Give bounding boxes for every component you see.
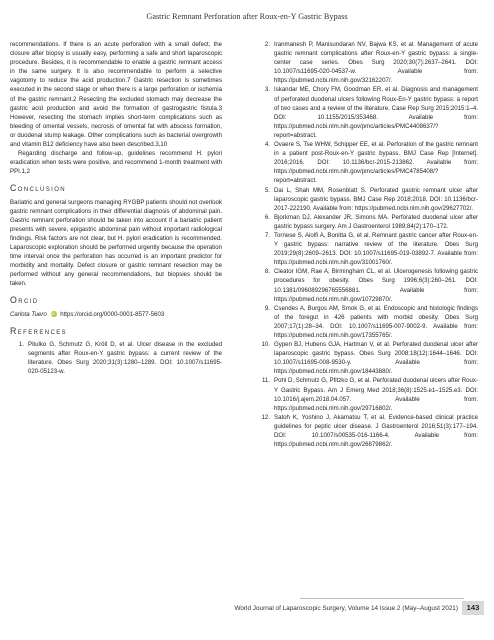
reference-text: Gypen BJ, Hubens GJA, Hartman V, et al. Perforated duodenal ulcer after laparoscopic gastric bypass. Obes Surg 2008;18(12):1644–1646. DOI: 10.1007/s11695-008-9530-y. Available from: https://pubmed.ncbi.nlm.nih.gov/18443880/. (274, 341, 478, 376)
reference-item (256, 376, 478, 412)
references-heading: References (10, 325, 68, 336)
right-column (256, 40, 478, 449)
reference-text: Csendes A, Burgos AM, Smok G, et al. Endoscopic and histologic findings of the foregut in 426 patients with morbid obesity. Obes Surg 2007;17(1):28–34. DOI: 10.1007/s11695-007-9002-9. Available from: https://pubmed.ncbi.nlm.nih.gov/17355765/. (274, 304, 478, 339)
reference-text: Dai L, Shah MM, Rosenblatt S. Perforated gastric remnant ulcer after laparoscopic gastric bypass. BMJ Case Rep 2018;2018. DOI: 10.1136/bcr-2017-222190. Available from: https://pubmed.ncbi.nlm.nih.gov/29627702/. (274, 186, 478, 212)
reference-text: Tornese S, Aiolfi A, Bonitta G, et al. Remnant gastric cancer after Roux-en-Y gastric bypass: narrative review of the literature. Obes Surg 2019;29(8):2609–2613. DOI: 10.1007/s11695-019-03892-7. Available from: https://pubmed.ncbi.nlm.nih.gov/31001760/. (274, 231, 478, 267)
reference-item (256, 186, 478, 213)
reference-number: 9. (264, 304, 270, 312)
reference-item (256, 85, 478, 140)
reference-item (256, 213, 478, 231)
reference-text: Cleator IGM, Rae A, Birmingham CL, et al. Ulcerogenesis following gastric procedures for obesity. Obes Surg 1996;6(3):260–261. DOI: 10.1381/096089296765556881. Available from: https://pubmed.ncbi.nlm.nih.gov/10729870/. (274, 268, 478, 303)
footer-journal-citation: World Journal of Laparoscopic Surgery, Volume 14 Issue 2 (May–August 2021) (234, 605, 458, 612)
reference-item (10, 340, 222, 376)
orcid-icon: iD (51, 310, 56, 316)
reference-text: Pitulko G, Schmutz G, Kröll D, et al. Ulcer disease in the excluded segments after Roux-en-Y gastric bypass: a current review of the literature. Obes Surg 2020;31(3):1280–1289. DOI: 10.1007/s11695-020-05123-w. (28, 340, 222, 375)
reference-number: 4. (264, 141, 270, 149)
footer-divider (300, 598, 464, 599)
reference-text: Iranmanesh P, Manisundaran NV, Bajwa KS, et al. Management of acute gastric remnant complications after Roux-en-Y gastric bypass: a single-center case series. Obes Surg 2020;30(7):2637–2641. DOI: 10.1007/s11695-020-04537-w. Available from: https://pubmed.ncbi.nlm.nih.gov/32162207/. (274, 41, 478, 85)
reference-number: 10. (261, 341, 270, 349)
reference-item (256, 304, 478, 340)
reference-number: 7. (264, 231, 270, 239)
orcid-entry (10, 310, 222, 319)
body-paragraph: recommendations. If there is an acute perforation with a small defect, the closure after biopsy is usually easy, performing a safe and short laparoscopic procedure. Besides, it is recommendable to enable a gastric remnant access in the same surgery. It is also recommendable to perform a selective vagotomy to reduce the acid production.7 Gastric resection is sometimes executed in the second stage or when there is a large perforation or ischemia of the gastric remnant.2 Resecting the excluded stomach may decrease the gastric acid production and avoid the formation of gastrogastric fistula.3 However, resecting the stomach implies short-term complications such as bleeding of omental vessels, necrosis of omental fat with abscess formation, or duodenal stump leakage. Other complications such as bacterial overgrowth and vitamin B12 deficiency have also been described.3,10 (10, 41, 222, 149)
reference-item (256, 413, 478, 449)
left-column (10, 40, 222, 376)
reference-item (256, 140, 478, 185)
orcid-heading: Orcid (10, 295, 39, 306)
body-paragraph: Regarding discharge and follow-up, guidelines recommend H. pylori eradication when tests were positive, and recommend 1-month treatment with PPI.1,2 (10, 150, 222, 176)
reference-number: 12. (261, 413, 270, 421)
reference-number: 11. (261, 377, 270, 385)
reference-item (256, 231, 478, 267)
reference-item (256, 340, 478, 376)
reference-item (256, 40, 478, 85)
reference-number: 1. (18, 340, 24, 348)
reference-number: 8. (264, 268, 270, 276)
reference-number: 3. (264, 86, 270, 94)
reference-number: 2. (264, 41, 270, 48)
page-number: 143 (462, 601, 484, 615)
page-footer (0, 598, 494, 614)
reference-number: 6. (264, 213, 270, 221)
reference-item (256, 267, 478, 303)
reference-text: Bjorkman DJ, Alexander JR, Simons MA. Perforated duodenal ulcer after gastric bypass surgery. Am J Gastroenterol 1989;84(2):170–172. (274, 213, 478, 230)
reference-text: Satoh K, Yoshino J, Akamatsu T, et al. Evidence-based clinical practice guidelines for peptic ulcer disease. J Gastroenterol 2016;51(3):177–194. DOI: 10.1007/s00535-016-1166-4. Available from: https://pubmed.ncbi.nlm.nih.gov/26879862/. (274, 413, 478, 449)
conclusion-heading: Conclusion (10, 183, 67, 194)
reference-number: 5. (264, 186, 270, 194)
conclusion-paragraph: Bariatric and general surgeons managing RYGBP patients should not overlook gastric remnant complications in their differential diagnosis of abdominal pain. Gastric remnant perforation should be taken into account if a bariatric patient presents with severe, epigastric abdominal pain without important radiological findings. Risk factors are not clear, but H. pylori eradication is recommended. Laparoscopic exploration should be performed urgently because the operation time interval once the perforation has occurred is an important predictor for morbidity and mortality. Defect closure or gastric remnant resection may be performed without any general recommendations, but biopsies should be taken. (10, 198, 222, 288)
reference-text: Ovaere S, Tse WHW, Schipper EE, et al. Perforation of the gastric remnant in a patient post-Roux-en-Y gastric bypass. BMJ Case Rep [Internet]. 2016;2016. DOI: 10.1136/bcr-2015-213862. Available from: https://pubmed.ncbi.nlm.nih.gov/pmc/articles/PMC4785408/?report=abstract. (274, 141, 478, 185)
reference-text: Pohl D, Schmutz G, Pfitzko G, et al. Perforated duodenal ulcers after Roux-Y Gastric Bypass. Am J Emerg Med 2018;36(8):1525.e1–1525.e3. DOI: 10.1016/j.ajem.2018.04.057. Available from: https://pubmed.ncbi.nlm.nih.gov/29716802/. (274, 377, 478, 412)
orcid-author: Carlota Tuero (10, 310, 47, 318)
reference-text: Iskandar ME, Chory FM, Goodman ER, et al. Diagnosis and management of perforated duodenal ulcers following Roux-En-Y gastric bypass: a report of two cases and a review of the literature. Case Rep Surg 2015;2015:1–4. DOI: 10.1155/2015/353468. Available from: https://pubmed.ncbi.nlm.nih.gov/pmc/articles/PMC4408637/?report=abstract. (274, 86, 478, 139)
running-head: Gastric Remnant Perforation after Roux-en-Y Gastric Bypass (146, 12, 348, 21)
orcid-link[interactable]: https://orcid.org/0000-0001-8577-5603 (60, 310, 165, 318)
